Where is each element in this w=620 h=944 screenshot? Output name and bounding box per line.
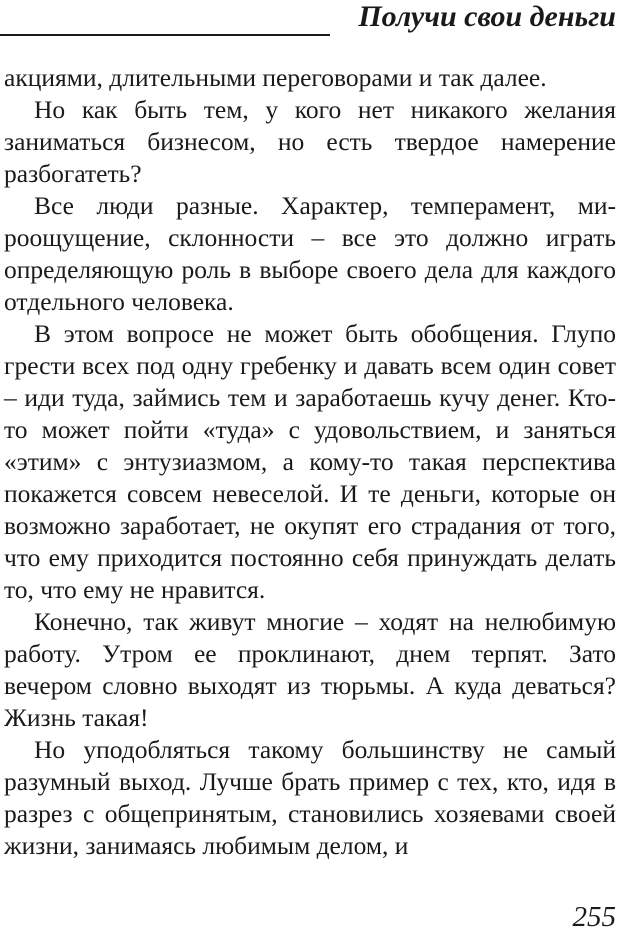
paragraph: В этом вопросе не может быть обобщения. Глупо грести всех под одну гребенку и давать всем один совет – иди туда, займись тем и заработаешь кучу денег. Кто-то может пойти «туда» с удовольствием, и заняться «этим» с энтузиазмом, а кому-то такая перспектива покажется совсем невеселой. И те деньги, которые он возможно заработает, не окупят его страдания от того, что ему приходится постоянно себя принуждать делать то, что ему не нравится. [4, 319, 616, 604]
page-number: 255 [572, 901, 616, 933]
header-rule [0, 34, 330, 36]
paragraph: Но как быть тем, у кого нет никакого желания заниматься бизнесом, но есть твердое намерение разбогатеть? [4, 95, 616, 188]
running-title: Получи свои деньги [358, 0, 616, 33]
paragraph: Конечно, так живут многие – ходят на нелюбимую работу. Утром ее проклинают, днем терпят. Зато вечером словно выходят из тюрьмы. А куда деваться? Жизнь такая! [4, 607, 616, 732]
paragraph: Но уподобляться такому большинству не самый разумный выход. Лучше брать пример с тех, кто, идя в разрез с общепринятым, становились хозяевами своей жизни, занимаясь любимым делом, и [4, 735, 616, 860]
page-body [4, 62, 616, 862]
paragraph-continuation: акциями, длительными переговорами и так далее. [4, 63, 547, 92]
paragraph: Все люди разные. Характер, темперамент, мироощущение, склонности – все это должно играть определяющую роль в выборе своего дела для каждого отдельного человека. [4, 191, 616, 316]
